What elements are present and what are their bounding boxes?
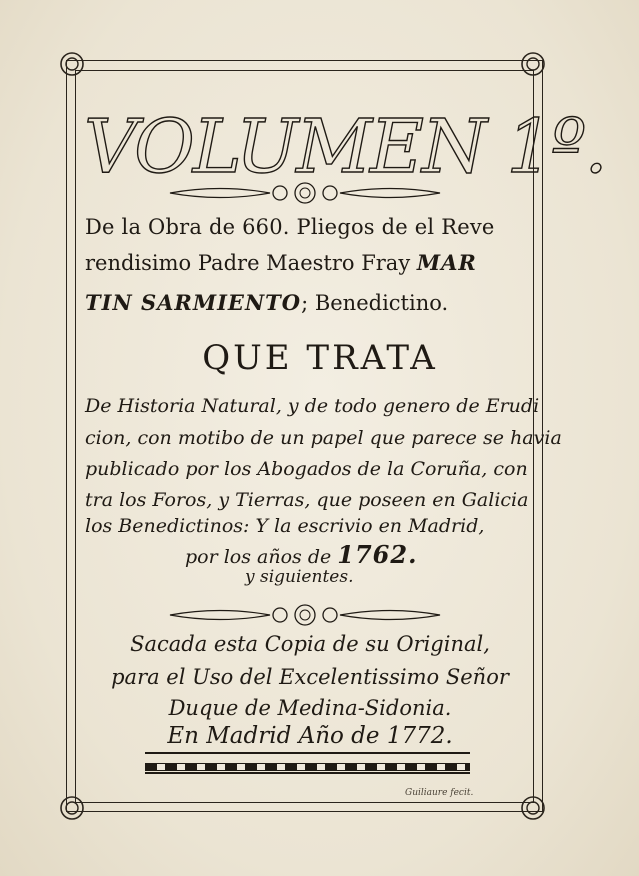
volume-title-text: VOLUMEN 1º. xyxy=(84,104,606,190)
text-line: y siguientes. xyxy=(245,567,354,587)
text-line: En Madrid Año de 1772. xyxy=(167,723,453,749)
divider-ornament-top xyxy=(160,180,450,206)
text-line: Duque de Medina-Sidonia. xyxy=(168,696,452,720)
text-line xyxy=(85,250,530,275)
rule-line xyxy=(145,772,470,774)
text-line: publicado por los Abogados de la Coruña, con xyxy=(85,458,528,480)
text-line xyxy=(85,290,530,315)
corner-ornament-bottom-left xyxy=(59,795,85,821)
text-span: TIN SARMIENTO xyxy=(85,290,302,315)
year: 1762. xyxy=(337,540,418,569)
divider-ornament-bottom xyxy=(160,602,450,628)
text-span: MAR xyxy=(416,250,477,275)
text-span: por los años de xyxy=(185,546,338,568)
rule-line xyxy=(145,752,470,754)
text-line: para el Uso del Excelentissimo Señor xyxy=(111,665,509,689)
text-line: De la Obra de 660. Pliegos de el Reve xyxy=(85,215,495,239)
engraver-signature: Guiliaure fecit. xyxy=(405,788,474,798)
text-line: cion, con motibo de un papel que parece se havia xyxy=(85,427,562,449)
text-span: ; Benedictino. xyxy=(301,291,449,315)
text-line xyxy=(185,540,485,569)
text-line: De Historia Natural, y de todo genero de Erudi xyxy=(85,395,540,417)
corner-ornament-top-right xyxy=(520,51,546,77)
heading-que-trata: QUE TRATA xyxy=(202,338,438,378)
corner-ornament-top-left xyxy=(59,51,85,77)
corner-ornament-bottom-right xyxy=(520,795,546,821)
text-line: tra los Foros, y Tierras, que poseen en Galicia xyxy=(85,489,529,511)
volume-title xyxy=(84,98,606,190)
text-line: Sacada esta Copia de su Original, xyxy=(130,632,490,656)
checker-band xyxy=(145,763,470,771)
text-line: los Benedictinos: Y la escrivio en Madrid, xyxy=(85,515,485,537)
text-span: rendisimo Padre Maestro Fray xyxy=(85,251,417,275)
